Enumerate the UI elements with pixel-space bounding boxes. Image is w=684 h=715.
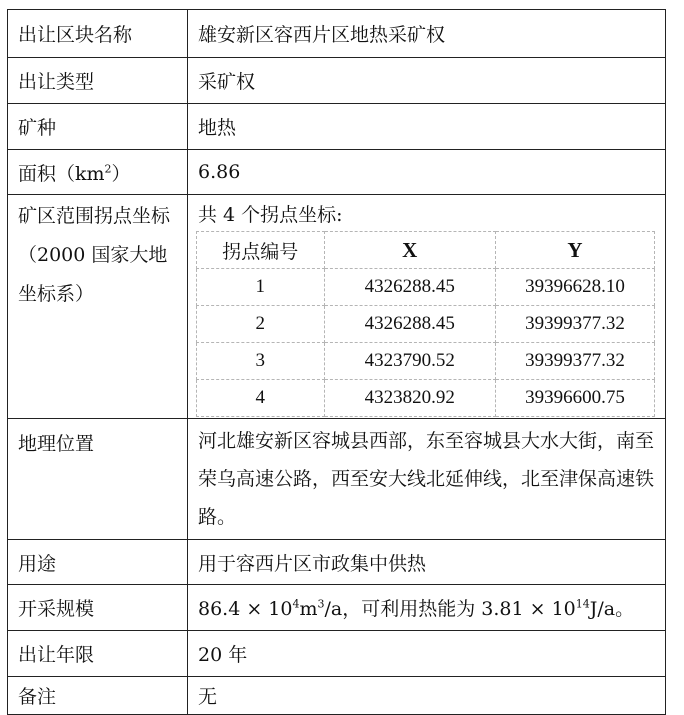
row-label: 备注 <box>8 677 188 715</box>
row-label: 地理位置 <box>8 419 188 540</box>
table-row <box>8 104 666 150</box>
point-no: 1 <box>197 269 325 306</box>
table-row <box>8 195 666 419</box>
point-x: 4326288.45 <box>324 269 495 306</box>
table-row <box>8 631 666 677</box>
point-x: 4326288.45 <box>324 306 495 343</box>
coords-row <box>197 343 655 380</box>
row-label: 出让年限 <box>8 631 188 677</box>
point-x: 4323790.52 <box>324 343 495 380</box>
table-row <box>8 585 666 631</box>
point-x: 4323820.92 <box>324 380 495 417</box>
coords-label: 矿区范围拐点坐标（2000 国家大地坐标系） <box>8 195 188 419</box>
row-value: 地热 <box>188 104 666 150</box>
coords-row <box>197 306 655 343</box>
row-value: 雄安新区容西片区地热采矿权 <box>188 10 666 58</box>
coords-row <box>197 269 655 306</box>
row-value: 用于容西片区市政集中供热 <box>188 540 666 585</box>
row-label: 用途 <box>8 540 188 585</box>
row-value: 20 年 <box>188 631 666 677</box>
table-row <box>8 540 666 585</box>
coords-row <box>197 380 655 417</box>
row-value: 采矿权 <box>188 58 666 104</box>
point-y: 39396600.75 <box>495 380 654 417</box>
row-value: 无 <box>188 677 666 715</box>
point-no: 2 <box>197 306 325 343</box>
coords-header: 拐点编号 <box>197 232 325 269</box>
point-y: 39396628.10 <box>495 269 654 306</box>
row-label: 矿种 <box>8 104 188 150</box>
location-value: 河北雄安新区容城县西部，东至容城县大水大街，南至荣乌高速公路，西至安大线北延伸线，北至津保高速铁路。 <box>188 419 666 540</box>
coords-cell <box>188 195 666 419</box>
table-row <box>8 150 666 195</box>
transfer-info-table <box>7 9 666 715</box>
row-label: 出让类型 <box>8 58 188 104</box>
table-row <box>8 419 666 540</box>
table-row <box>8 58 666 104</box>
coords-table <box>196 231 655 417</box>
point-no: 4 <box>197 380 325 417</box>
scale-value: $86.4 \times 10^4m^3/a$，可利用热能为 $3.81 \times 10^{14}J/a$。 <box>188 585 666 631</box>
table-row <box>8 677 666 715</box>
coords-title: 共 4 个拐点坐标: <box>198 204 343 226</box>
table-row <box>8 10 666 58</box>
point-y: 39399377.32 <box>495 306 654 343</box>
row-value: 6.86 <box>188 150 666 195</box>
coords-header: Y <box>495 232 654 269</box>
coords-header-row <box>197 232 655 269</box>
row-label: 出让区块名称 <box>8 10 188 58</box>
point-y: 39399377.32 <box>495 343 654 380</box>
area-label: 面积$(km^2)$ <box>8 150 188 195</box>
row-label: 开采规模 <box>8 585 188 631</box>
point-no: 3 <box>197 343 325 380</box>
coords-header: X <box>324 232 495 269</box>
